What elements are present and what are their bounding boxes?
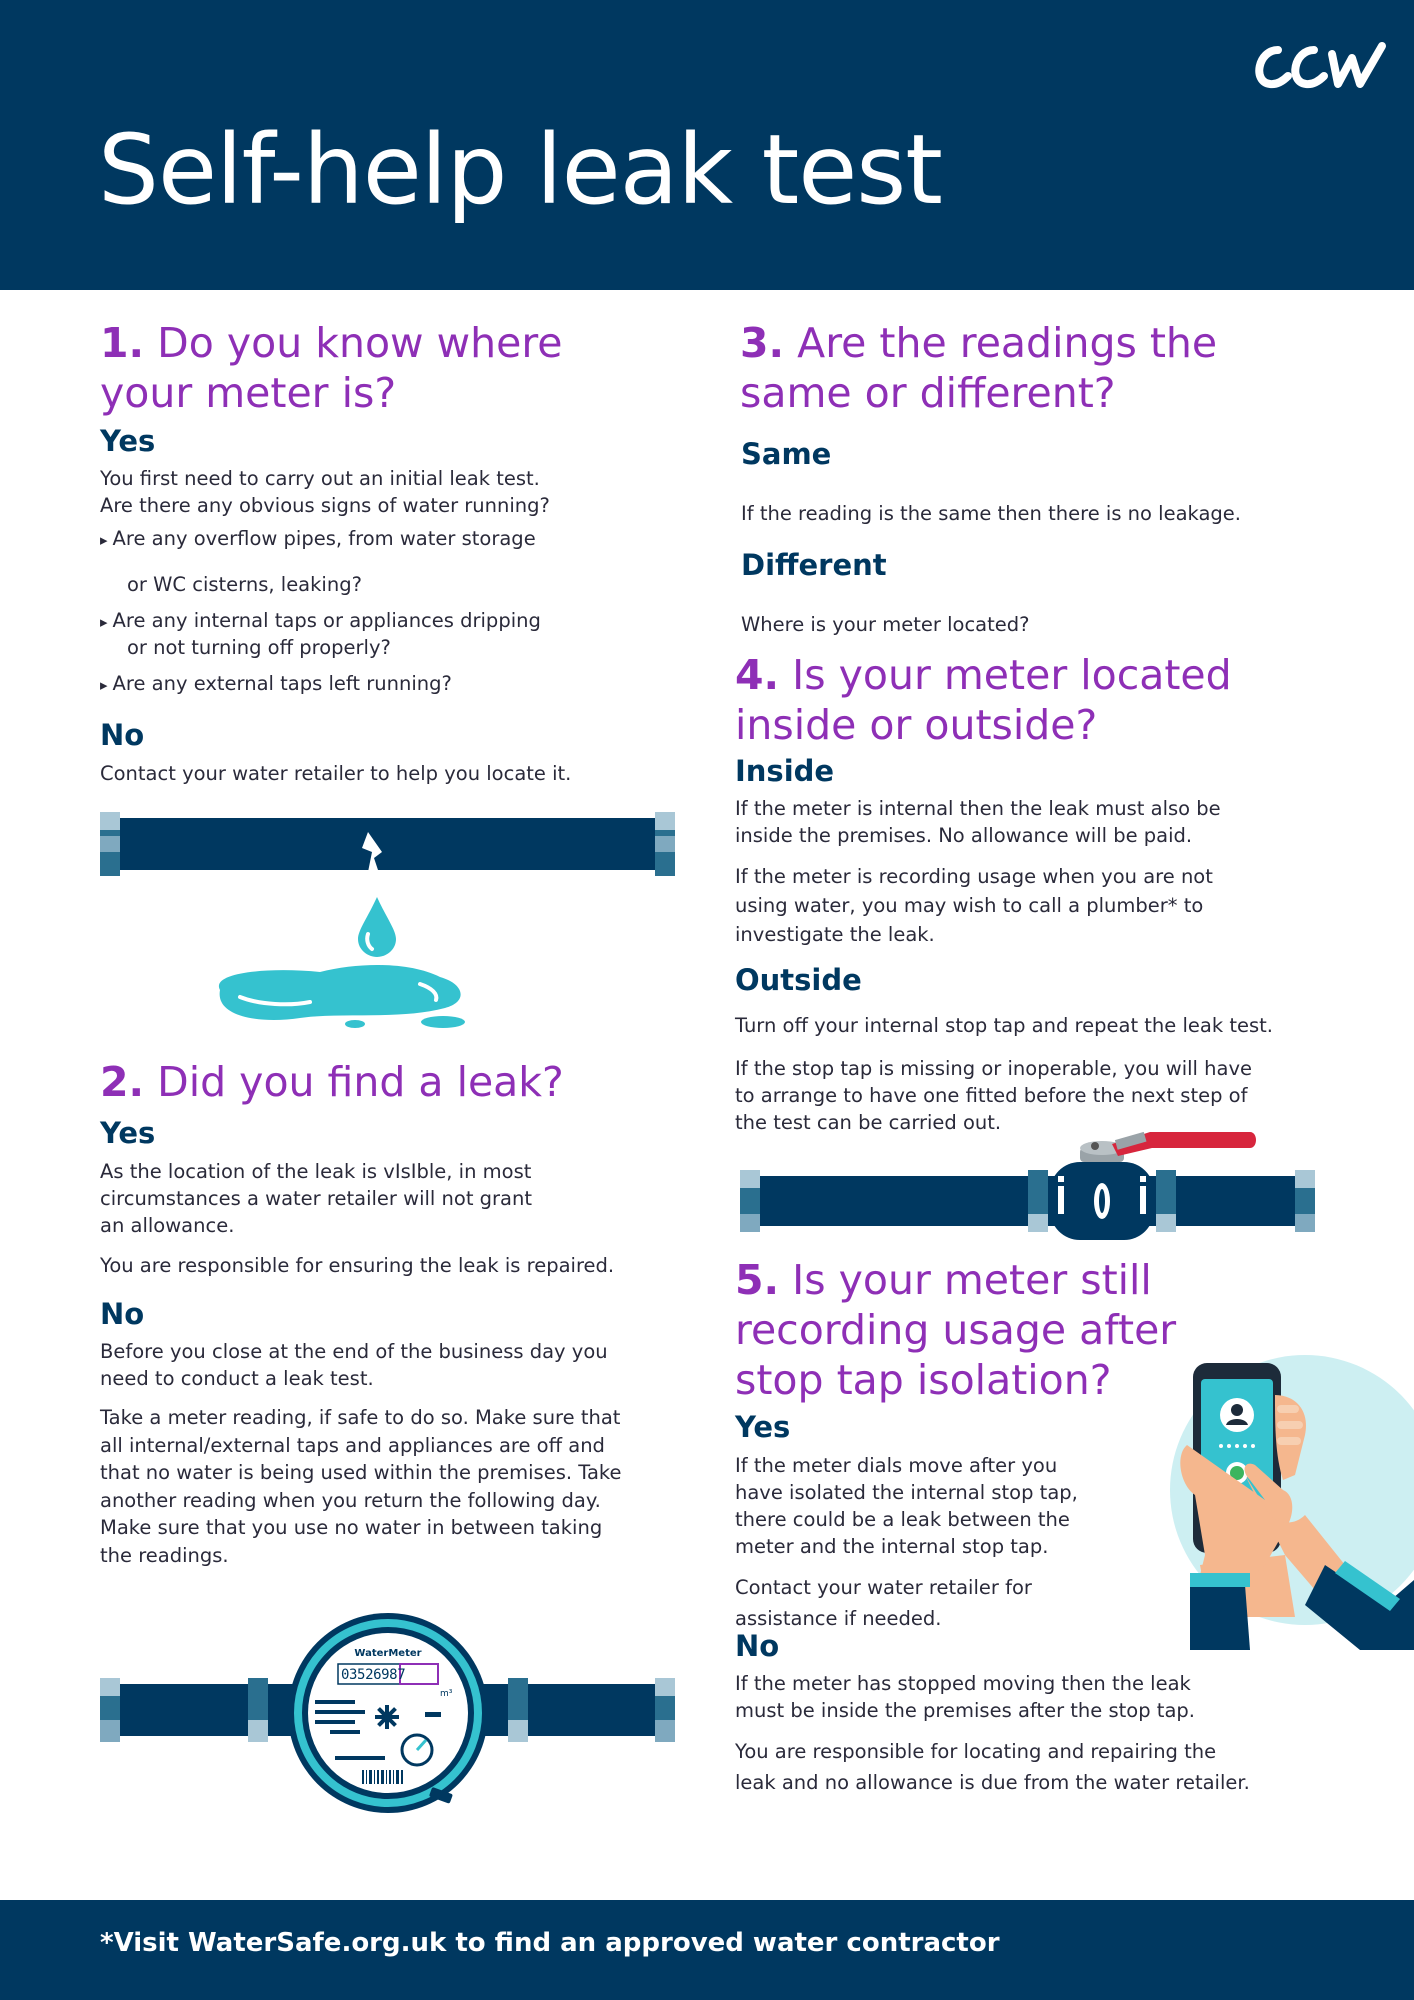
text-line: to arrange to have one fitted before the next step of bbox=[735, 1084, 1248, 1107]
section4-outside-text: Turn off your internal stop tap and repeat the leak test. bbox=[735, 1014, 1273, 1037]
section5-number: 5. bbox=[735, 1256, 780, 1304]
section1-bullet: ▸ Are any external taps left running? bbox=[100, 670, 452, 699]
text-line: If the meter has stopped moving then the leak bbox=[735, 1672, 1191, 1695]
text-line: inside the premises. No allowance will be paid. bbox=[735, 824, 1193, 847]
footer-text: *Visit WaterSafe.org.uk to find an approved water contractor bbox=[100, 1928, 1000, 1958]
text-line: circumstances a water retailer will not grant bbox=[100, 1187, 533, 1210]
section4-outside-text2 bbox=[735, 1055, 1252, 1136]
text-line: If the meter is recording usage when you are not bbox=[735, 865, 1213, 888]
section1-no-label: No bbox=[100, 718, 145, 752]
text-line: Take a meter reading, if safe to do so. Make sure that bbox=[100, 1406, 621, 1429]
ccw-logo bbox=[1248, 38, 1388, 96]
section2-yes-text bbox=[100, 1158, 532, 1239]
text-line: using water, you may wish to call a plumber* to bbox=[735, 894, 1204, 917]
text-line: all internal/external taps and appliances are off and bbox=[100, 1433, 605, 1457]
text-line: meter and the internal stop tap. bbox=[735, 1535, 1049, 1558]
section4-outside-label: Outside bbox=[735, 963, 862, 997]
text-line: must be inside the premises after the stop tap. bbox=[735, 1699, 1195, 1722]
section2-no-text2 bbox=[100, 1404, 622, 1569]
text-line: that no water is being used within the premises. Take bbox=[100, 1461, 622, 1484]
page-title: Self-help leak test bbox=[98, 114, 942, 226]
section1-bullet-continuation: or not turning off properly? bbox=[127, 636, 391, 659]
section2-yes-text2: You are responsible for ensuring the leak is repaired. bbox=[100, 1254, 615, 1277]
water-meter-illustration bbox=[100, 1608, 675, 1818]
section5-yes-label: Yes bbox=[735, 1410, 791, 1444]
section4-inside-text bbox=[735, 795, 1221, 849]
section3-same-label: Same bbox=[741, 437, 832, 471]
section1-yes-line1: You first need to carry out an initial leak test. bbox=[100, 467, 540, 490]
text-line: You are responsible for locating and repairing the bbox=[735, 1740, 1217, 1763]
phone-in-hand-illustration bbox=[1145, 1355, 1414, 1650]
section1-bullet-continuation: or WC cisterns, leaking? bbox=[127, 573, 362, 596]
section3-heading-line1: Are the readings the bbox=[797, 319, 1218, 367]
text-line: assistance if needed. bbox=[735, 1607, 942, 1630]
section2-no-label: No bbox=[100, 1297, 145, 1331]
text-line: there could be a leak between the bbox=[735, 1508, 1070, 1531]
section1-number: 1. bbox=[100, 319, 145, 367]
text-line: need to conduct a leak test. bbox=[100, 1367, 374, 1390]
section3-same-text: If the reading is the same then there is no leakage. bbox=[741, 502, 1242, 525]
leaking-pipe-illustration bbox=[100, 812, 675, 1037]
section2-no-text bbox=[100, 1338, 608, 1392]
section1-yes-label: Yes bbox=[100, 424, 156, 458]
text-line: If the meter is internal then the leak must also be bbox=[735, 797, 1221, 820]
text-line: have isolated the internal stop tap, bbox=[735, 1481, 1078, 1504]
meter-unit: m³ bbox=[440, 1689, 453, 1699]
section3-heading bbox=[740, 318, 1217, 418]
section3-number: 3. bbox=[740, 319, 785, 367]
text-line: the readings. bbox=[100, 1543, 229, 1567]
section3-different-label: Different bbox=[741, 548, 887, 582]
text-line: the test can be carried out. bbox=[735, 1111, 1002, 1134]
section4-heading bbox=[735, 650, 1232, 750]
text-line: If the stop tap is missing or inoperable, you will have bbox=[735, 1057, 1253, 1080]
section1-heading-line1: Do you know where bbox=[157, 319, 563, 367]
meter-brand: WaterMeter bbox=[354, 1648, 422, 1659]
section1-bullet: ▸ Are any internal taps or appliances dripping bbox=[100, 607, 541, 636]
section5-yes-text bbox=[735, 1452, 1078, 1560]
section2-number: 2. bbox=[100, 1058, 145, 1106]
meter-reading: 03526987 bbox=[341, 1667, 406, 1683]
section4-heading-line2: inside or outside? bbox=[735, 701, 1098, 749]
section1-no-text: Contact your water retailer to help you locate it. bbox=[100, 762, 572, 785]
section4-heading-line1: Is your meter located bbox=[792, 651, 1232, 699]
text-line: investigate the leak. bbox=[735, 923, 935, 946]
section5-heading-line3: stop tap isolation? bbox=[735, 1356, 1112, 1404]
section5-no-text bbox=[735, 1670, 1195, 1724]
section4-inside-label: Inside bbox=[735, 754, 835, 788]
text-line: If the meter dials move after you bbox=[735, 1454, 1058, 1477]
text-line: Contact your water retailer for bbox=[735, 1576, 1032, 1599]
section5-heading-line1: Is your meter still bbox=[792, 1256, 1152, 1304]
section5-heading bbox=[735, 1255, 1176, 1405]
section5-no-text2 bbox=[735, 1736, 1250, 1798]
section4-inside-text2 bbox=[735, 862, 1213, 949]
section1-heading bbox=[100, 318, 563, 418]
section3-different-text: Where is your meter located? bbox=[741, 613, 1030, 636]
section1-heading-line2: your meter is? bbox=[100, 369, 397, 417]
header-banner bbox=[0, 0, 1414, 290]
section4-number: 4. bbox=[735, 651, 780, 699]
section2-heading bbox=[100, 1057, 564, 1107]
section5-heading-line2: recording usage after bbox=[735, 1306, 1177, 1354]
text-line: Make sure that you use no water in between taking bbox=[100, 1516, 603, 1539]
text-line: As the location of the leak is vIsIble, in most bbox=[100, 1160, 532, 1183]
text-line: an allowance. bbox=[100, 1214, 235, 1237]
section3-heading-line2: same or different? bbox=[740, 369, 1116, 417]
footer-banner bbox=[0, 1900, 1414, 2000]
text-line: leak and no allowance is due from the water retailer. bbox=[735, 1771, 1250, 1794]
text-line: Before you close at the end of the business day you bbox=[100, 1340, 608, 1363]
section1-yes-line2: Are there any obvious signs of water running? bbox=[100, 494, 550, 517]
stop-tap-pipe-illustration bbox=[740, 1128, 1315, 1243]
section1-bullet: ▸ Are any overflow pipes, from water storage bbox=[100, 525, 536, 554]
section1-yes-text bbox=[100, 465, 550, 519]
section5-no-label: No bbox=[735, 1629, 780, 1663]
section2-heading-text: Did you find a leak? bbox=[157, 1058, 564, 1106]
section2-yes-label: Yes bbox=[100, 1116, 156, 1150]
text-line: another reading when you return the following day. bbox=[100, 1488, 601, 1512]
section5-yes-text2 bbox=[735, 1572, 1032, 1634]
